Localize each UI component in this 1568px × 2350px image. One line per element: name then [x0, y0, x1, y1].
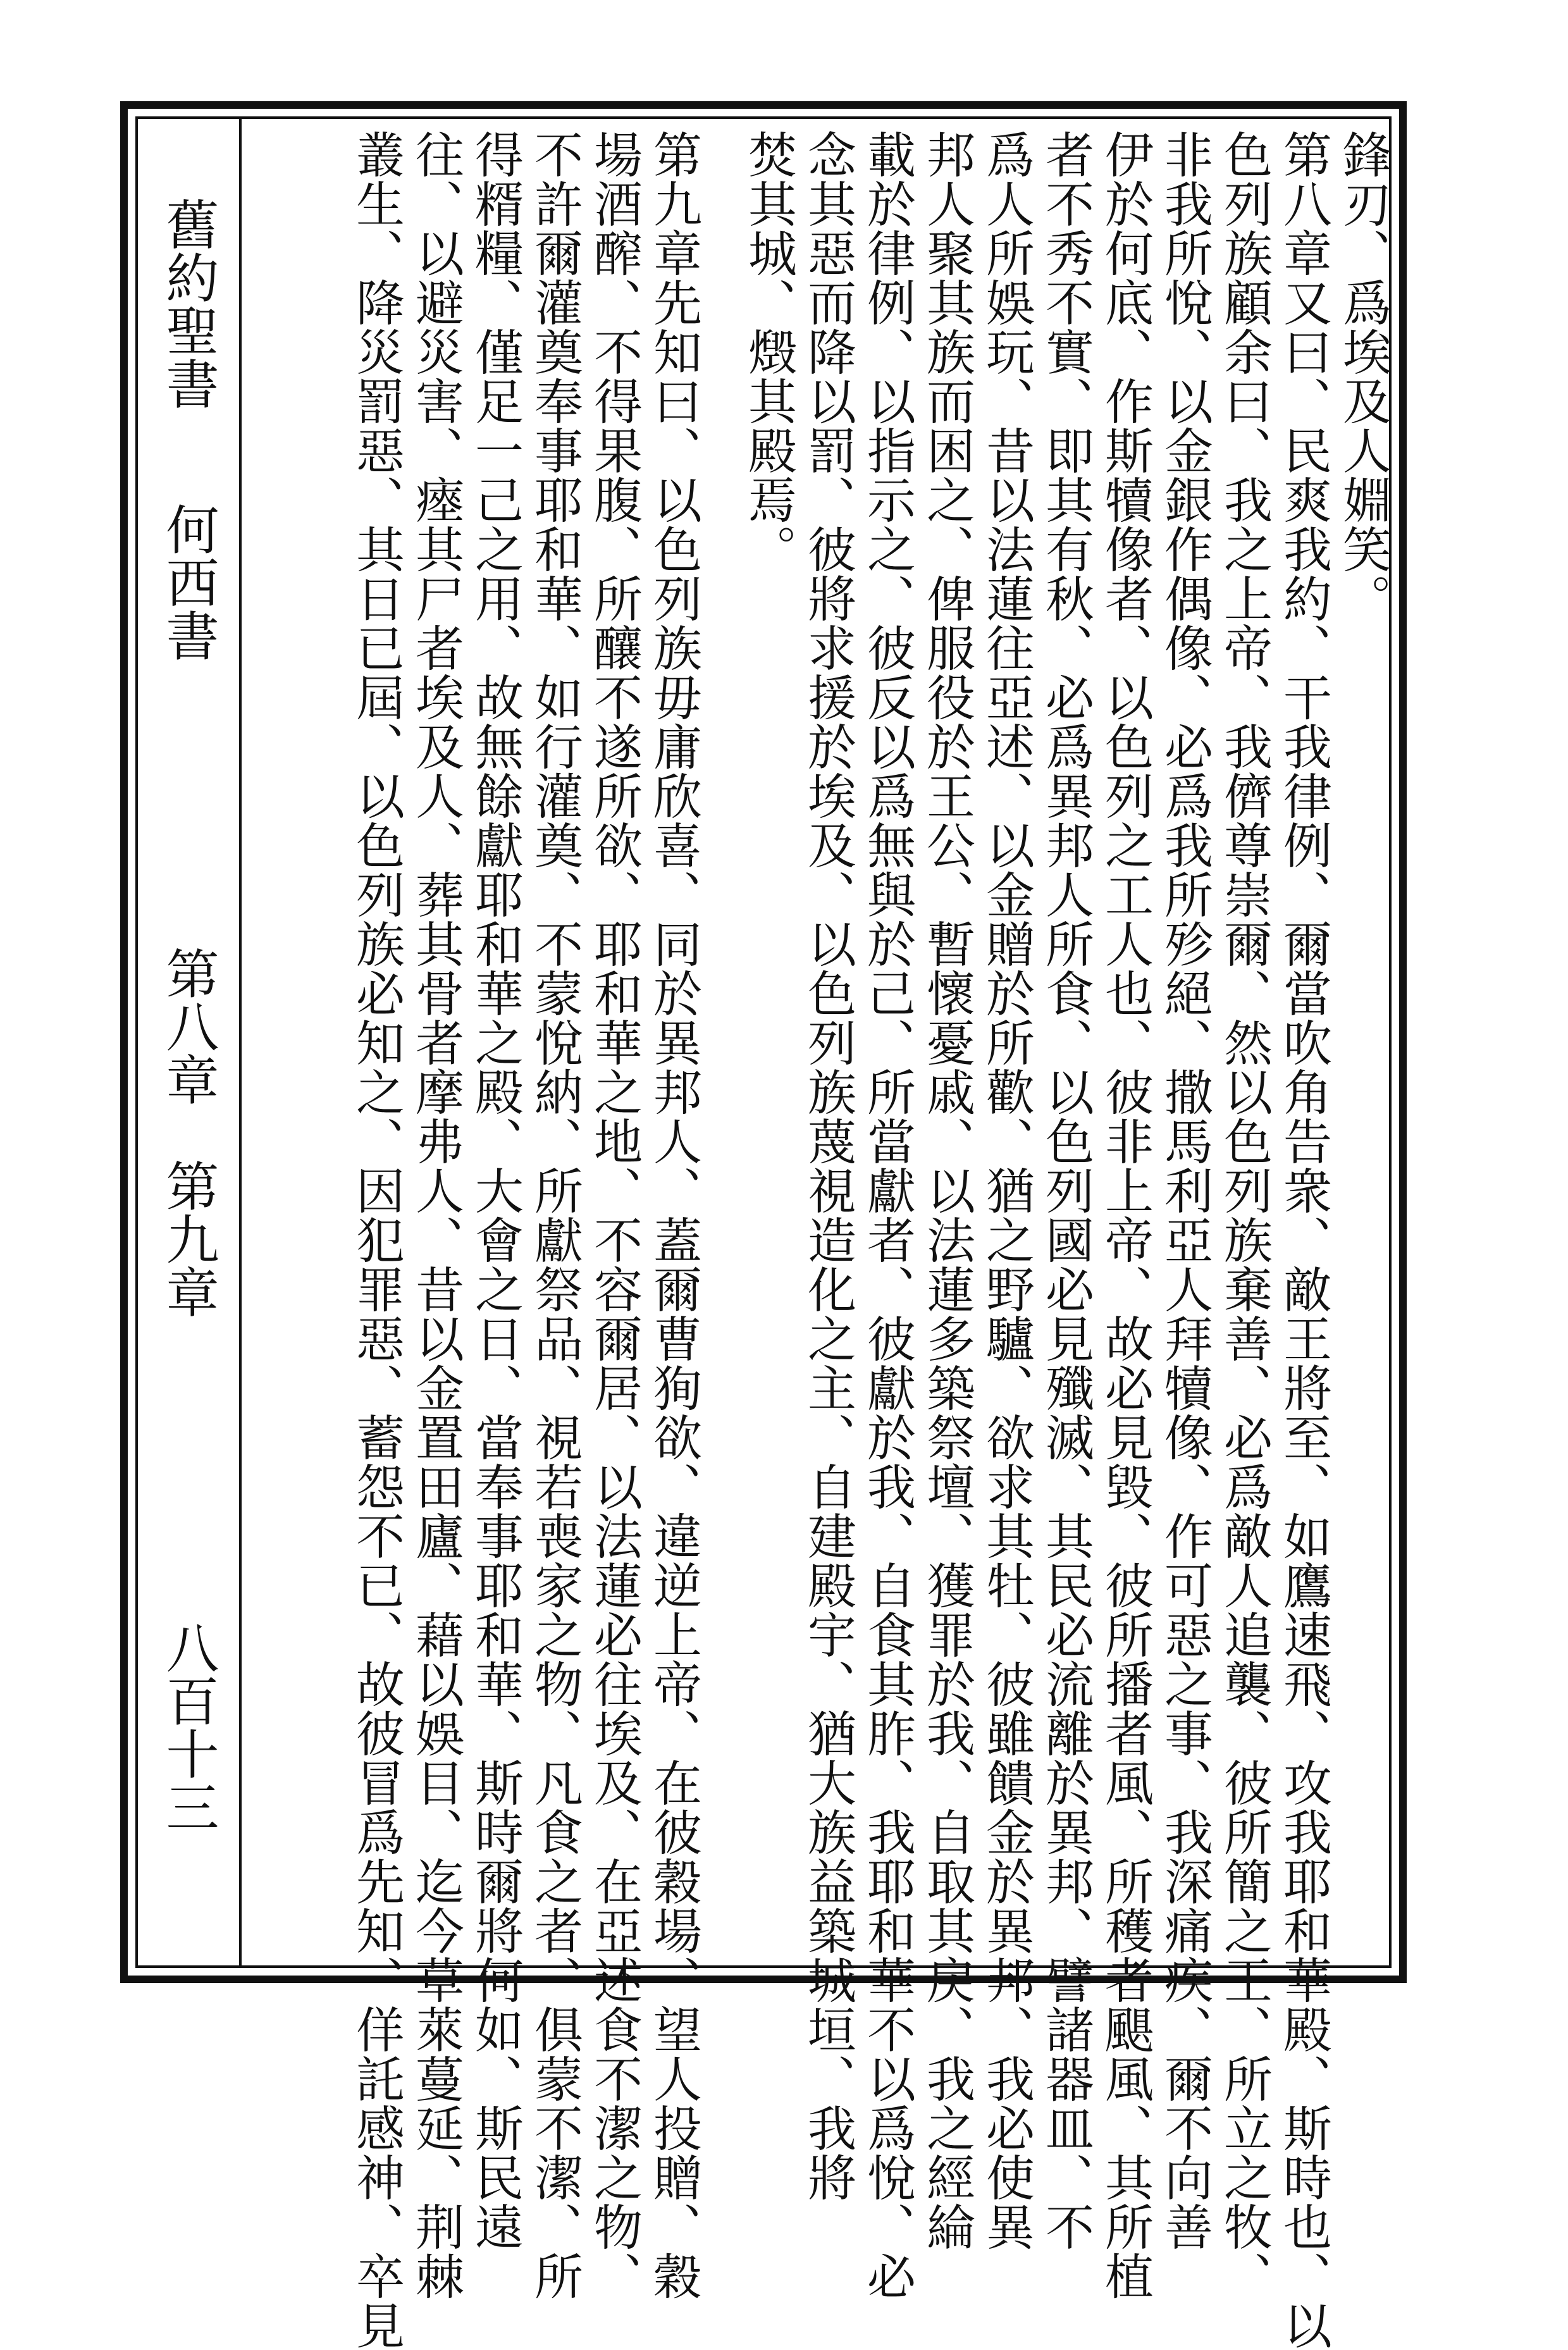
text-column-12: 第九章先知曰、以色列族毋庸欣喜、同於異邦人、蓋爾曹狥欲、違逆上帝、在彼穀場、望人投贈、穀 [645, 130, 701, 2301]
chapter-range: 第八章 第九章 [157, 946, 219, 1318]
text-column-5: 伊於何底、作斯犢像者、以色列之工人也、彼非上帝、故必見毀、彼所播者風、所穫者颶風、其所植 [1097, 130, 1153, 2301]
text-column-16: 往、以避災害、瘞其尸者埃及人、葬其骨者摩弗人、昔以金置田廬、藉以娛目、迄今草萊蔓延、荆棘 [407, 130, 464, 2301]
text-column-10: 念其惡而降以罰、彼將求援於埃及、以色列族蔑視造化之主、自建殿宇、猶大族益築城垣、我將 [799, 130, 856, 2202]
text-column-6: 者不秀不實、即其有秋、必爲異邦人所食、以色列國必見殲滅、其民必流離於異邦、譬諸器皿、不 [1037, 130, 1094, 2251]
text-column-11: 焚其城、燬其殿焉。 [740, 130, 796, 574]
text-column-15: 得糈糧、僅足一己之用、故無餘獻耶和華之殿、大會之日、當奉事耶和華、斯時爾將何如、斯民遠 [467, 130, 523, 2251]
text-column-1: 鋒刃、爲埃及人婣笑。 [1335, 130, 1391, 623]
margin-rule [239, 116, 242, 1968]
text-column-9: 載於律例、以指示之、彼反以爲無與於己、所當獻者、彼獻於我、自食其胙、我耶和華不以爲悅、必 [859, 130, 915, 2301]
text-column-14: 不許爾灌奠奉事耶和華、如行灌奠、不蒙悅納、所獻祭品、視若喪家之物、凡食之者、俱蒙不潔、所 [526, 130, 583, 2301]
text-column-7: 爲人所娛玩、昔以法蓮往亞述、以金贈於所歡、猶之野驢、欲求其牡、彼雖饋金於異邦、我必使異 [978, 130, 1034, 2251]
book-title: 舊約聖書 [157, 197, 219, 410]
page-number: 八百十三 [157, 1621, 219, 1833]
text-column-8: 邦人聚其族而困之、俾服役於王公、暫懷憂戚、以法蓮多築祭壇、獲罪於我、自取其戾、我之經綸 [918, 130, 975, 2251]
text-column-13: 場酒醡、不得果腹、所釀不遂所欲、耶和華之地、不容爾居、以法蓮必往埃及、在亞述食不潔之物、 [586, 130, 642, 2301]
text-column-3: 色列族顧余曰、我之上帝、我儕尊崇爾、然以色列族棄善、必爲敵人追襲、彼所簡之王、所立之牧、 [1216, 130, 1272, 2301]
text-column-17: 叢生、降災罰惡、其日已屆、以色列族必知之、因犯罪惡、蓄怨不已、故彼冒爲先知、佯託感神、卒見 [348, 130, 404, 2350]
text-column-4: 非我所悅、以金銀作偶像、必爲我所殄絕、撒馬利亞人拜犢像、作可惡之事、我深痛疾、爾不向善 [1156, 130, 1213, 2251]
text-column-2: 第八章又曰、民爽我約、干我律例、爾當吹角告衆、敵王將至、如鷹速飛、攻我耶和華殿、斯時也、以 [1275, 130, 1331, 2350]
book-name: 何西書 [157, 502, 219, 662]
